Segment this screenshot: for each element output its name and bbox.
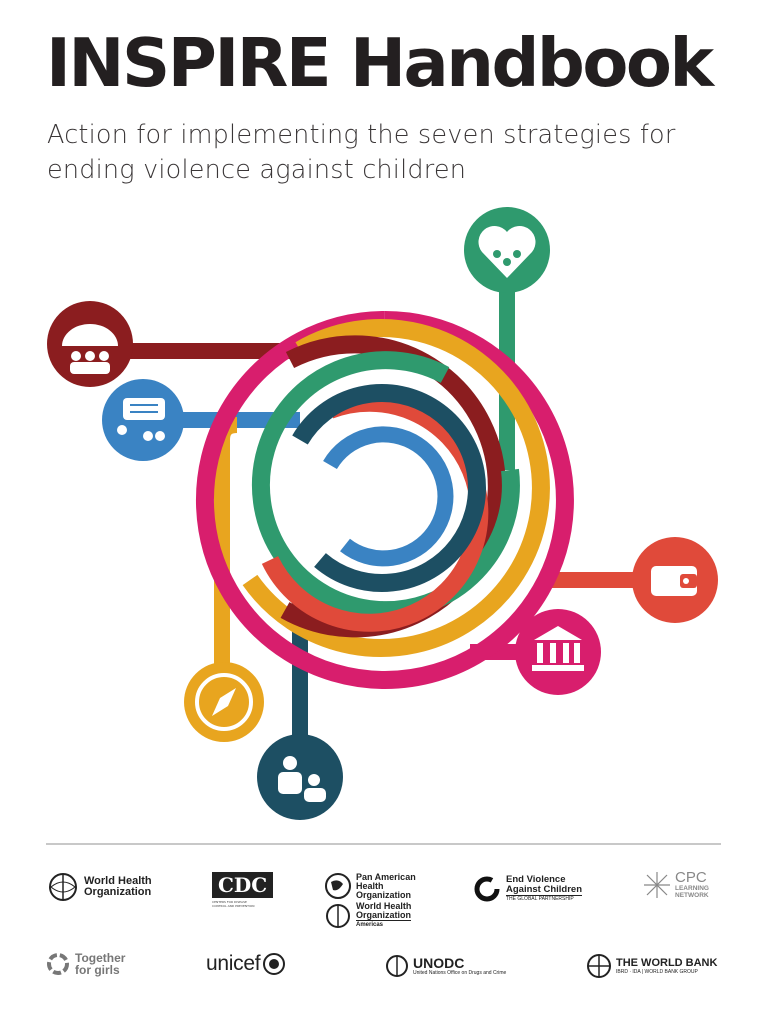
world-bank-logo <box>586 953 717 979</box>
cpc-learning-network-logo <box>642 870 709 900</box>
paho-line2: Health <box>356 880 384 891</box>
teacher-student-icon <box>257 734 343 820</box>
evac-line1: End Violence <box>506 874 566 885</box>
family-heart-icon <box>464 207 550 293</box>
paho-line3: Organization <box>356 889 412 900</box>
who-americas-sub: Americas <box>356 920 411 929</box>
government-building-icon <box>515 609 601 695</box>
cpc-line1: CPC <box>675 869 707 886</box>
starburst-icon <box>642 870 672 900</box>
compass-icon <box>184 662 264 742</box>
cdc-logo <box>212 872 273 908</box>
unicef-logo <box>206 952 286 976</box>
flower-icon <box>46 952 70 976</box>
document-title: INSPIRE Handbook <box>46 24 712 102</box>
unodc-wordmark: UNODC <box>413 954 465 971</box>
wallet-icon <box>632 537 718 623</box>
evac-sub: THE GLOBAL PARTNERSHIP <box>506 895 582 903</box>
un-emblem-icon <box>384 954 410 978</box>
who-name-line2: Organization <box>84 886 152 898</box>
partnership-ring-icon <box>472 874 502 904</box>
world-bank-sub: IBRD · IDA | WORLD BANK GROUP <box>616 968 698 975</box>
evac-line2: Against Children <box>506 884 583 895</box>
paho-line1: Pan American <box>356 871 416 882</box>
un-emblem-icon <box>46 872 80 902</box>
end-violence-logo <box>472 874 582 904</box>
speech-bubble-people-icon <box>102 379 184 461</box>
globe-emblem-icon <box>324 872 352 900</box>
unicef-emblem-icon <box>262 952 286 976</box>
who-americas-line1: World Health <box>356 901 412 911</box>
cpc-line3: NETWORK <box>675 892 709 899</box>
world-bank-wordmark: THE WORLD BANK <box>616 956 718 969</box>
unicef-wordmark: unicef <box>206 952 261 975</box>
document-subtitle <box>47 118 727 188</box>
who-americas-logo <box>324 902 411 929</box>
cdc-tagline: CENTERS FOR DISEASE CONTROL AND PREVENTION <box>212 900 255 908</box>
paho-logo <box>324 872 416 900</box>
tfg-line1: Together <box>75 951 126 965</box>
who-americas-line2: Organization <box>356 910 412 920</box>
unodc-sub: United Nations Office on Drugs and Crime <box>413 969 507 976</box>
tfg-line2: for girls <box>75 963 120 977</box>
cpc-line2: LEARNING <box>675 885 709 892</box>
globe-grid-icon <box>586 953 612 979</box>
footer-divider <box>46 843 721 845</box>
un-emblem-icon <box>324 903 352 929</box>
subtitle-line-1: Action for implementing the seven strategies for <box>47 120 676 150</box>
community-umbrella-icon <box>47 301 133 387</box>
who-logo <box>46 872 152 902</box>
subtitle-line-2: ending violence against children <box>47 155 467 185</box>
inspire-spiral-artwork <box>0 200 768 830</box>
who-name-line1: World Health <box>84 875 152 887</box>
together-for-girls-logo <box>46 952 125 976</box>
unodc-logo <box>384 954 506 978</box>
spiral-rings <box>205 320 565 680</box>
cdc-wordmark: CDC <box>212 872 273 898</box>
